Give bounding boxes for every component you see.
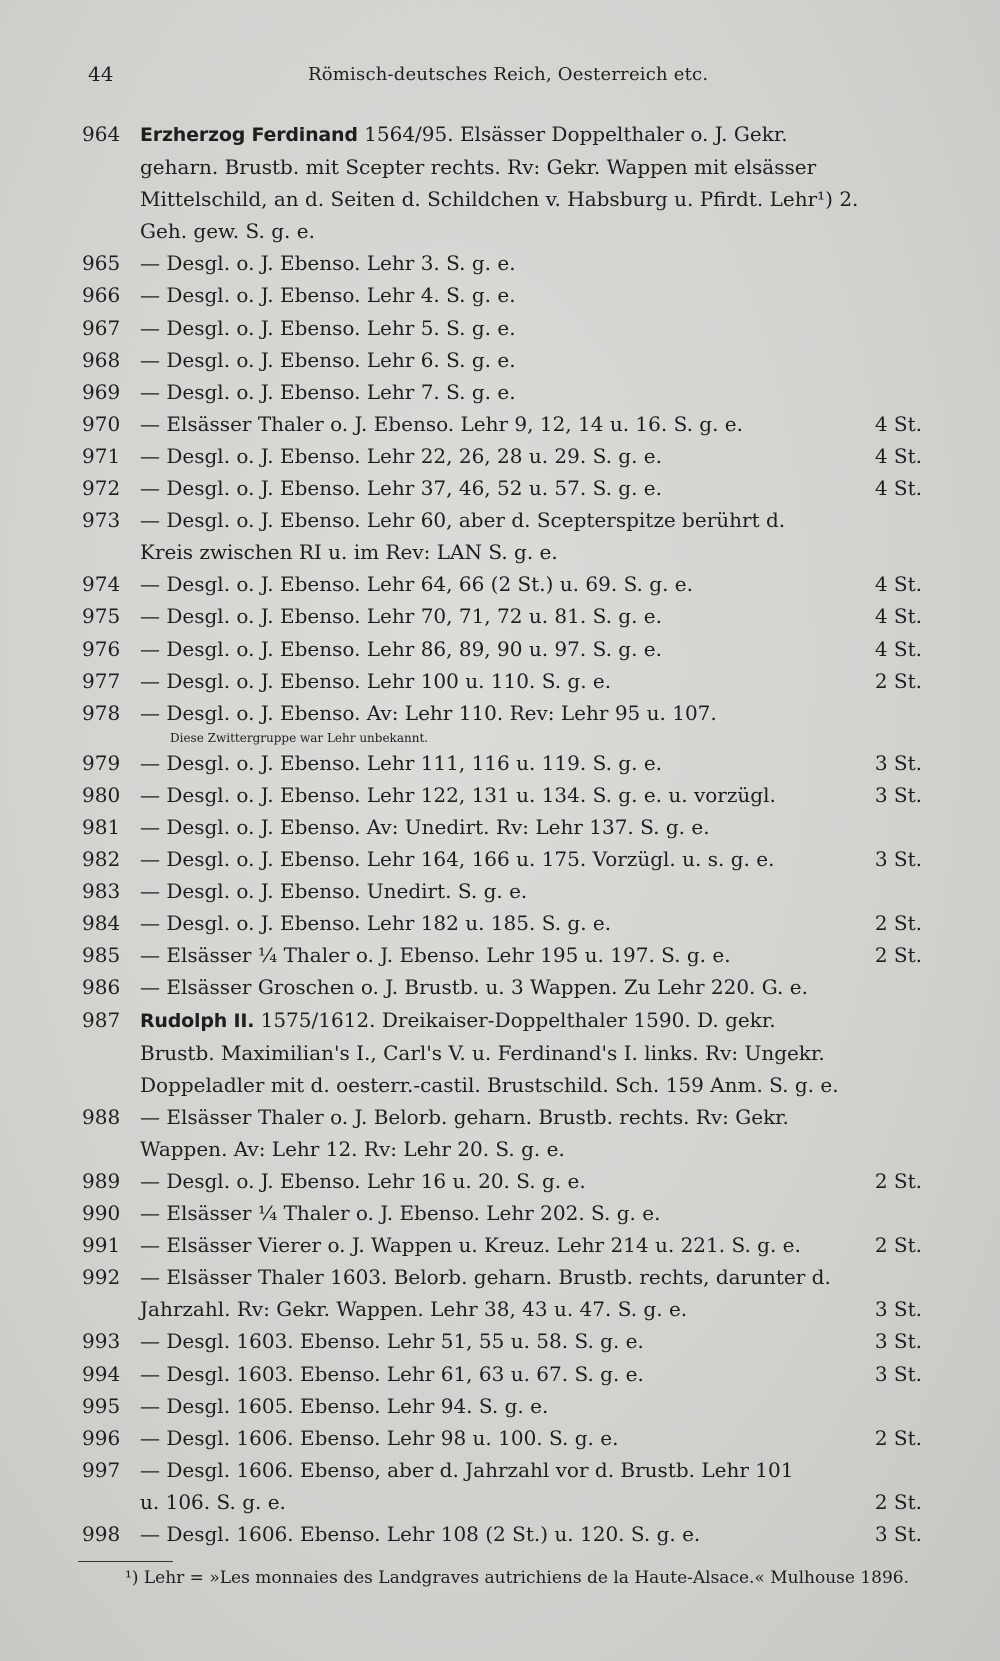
entry-number: 984	[82, 911, 121, 936]
ruler-name: Rudolph II.	[140, 1009, 255, 1032]
entry-number: 979	[82, 750, 121, 775]
entry-line	[82, 1422, 922, 1454]
entry-line	[82, 1325, 922, 1357]
entry-line	[82, 779, 922, 811]
entry-line	[82, 747, 922, 779]
entry-number: 994	[82, 1361, 121, 1386]
entry-number: 986	[82, 975, 121, 1000]
entry-text: — Desgl. o. J. Ebenso. Lehr 60, aber d. Scepterspitze berührt d.	[140, 508, 786, 533]
entry-line	[82, 1037, 922, 1069]
catalogue-entry	[82, 568, 922, 600]
entry-text: — Elsässer ¼ Thaler o. J. Ebenso. Lehr 195 u. 197. S. g. e.	[140, 943, 731, 968]
entry-number: 976	[82, 636, 121, 661]
entry-text: — Desgl. o. J. Ebenso. Lehr 22, 26, 28 u. 29. S. g. e.	[140, 443, 663, 468]
entry-number: 968	[82, 347, 121, 372]
entry-number: 970	[82, 411, 121, 436]
piece-count: 4 St.	[874, 443, 922, 468]
entry-number: 995	[82, 1393, 121, 1418]
entry-line	[82, 312, 922, 344]
catalogue-entry	[82, 1101, 922, 1165]
entry-number: 971	[82, 443, 121, 468]
catalogue-entry	[82, 408, 922, 440]
entry-text: — Desgl. o. J. Ebenso. Lehr 4. S. g. e.	[140, 283, 516, 308]
entry-line	[82, 440, 922, 472]
entry-text: — Desgl. 1603. Ebenso. Lehr 61, 63 u. 67. S. g. e.	[140, 1361, 644, 1386]
entry-number: 966	[82, 283, 121, 308]
entry-text: — Desgl. o. J. Ebenso. Lehr 100 u. 110. S. g. e.	[140, 668, 612, 693]
piece-count: 4 St.	[874, 604, 922, 629]
page-number: 44	[88, 62, 114, 86]
entry-number: 965	[82, 251, 121, 276]
footnote-divider	[78, 1561, 173, 1562]
entry-number: 991	[82, 1233, 121, 1258]
entry-text: — Desgl. o. J. Ebenso. Lehr 70, 71, 72 u. 81. S. g. e.	[140, 604, 663, 629]
entry-text: 1575/1612. Dreikaiser-Doppelthaler 1590. D. gekr.	[260, 1007, 776, 1032]
entry-number: 987	[82, 1007, 121, 1032]
entry-text: Kreis zwischen RI u. im Rev: LAN S. g. e.	[140, 540, 558, 565]
piece-count: 4 St.	[874, 636, 922, 661]
entry-line	[82, 1454, 922, 1486]
entry-line	[82, 279, 922, 311]
entry-text: geharn. Brustb. mit Scepter rechts. Rv: Gekr. Wappen mit elsässer	[140, 155, 817, 180]
entry-line	[82, 376, 922, 408]
piece-count: 2 St.	[874, 1169, 922, 1193]
entry-number: 974	[82, 572, 121, 597]
entry-line	[82, 1518, 922, 1550]
catalogue-entry	[82, 1004, 922, 1101]
entry-number: 998	[82, 1522, 121, 1547]
catalogue-entry	[82, 312, 922, 344]
entry-number: 988	[82, 1104, 121, 1129]
entry-line	[82, 1165, 922, 1197]
entry-line	[82, 183, 922, 215]
entry-text: — Desgl. o. J. Ebenso. Lehr 164, 166 u. 175. Vorzügl. u. s. g. e.	[140, 847, 775, 872]
piece-count: 3 St.	[874, 782, 922, 807]
entry-line	[82, 408, 922, 440]
catalogue-entry	[82, 1454, 922, 1518]
catalogue-entry	[82, 747, 922, 779]
entry-line	[82, 344, 922, 376]
piece-count: 2 St.	[874, 668, 922, 693]
catalogue-entry	[82, 1261, 922, 1325]
entry-line	[82, 1229, 922, 1261]
entry-text: — Desgl. 1606. Ebenso. Lehr 108 (2 St.) u. 120. S. g. e.	[140, 1522, 701, 1547]
entry-number: 967	[82, 315, 121, 340]
piece-count: 3 St.	[874, 847, 922, 872]
entry-number: 977	[82, 668, 121, 693]
running-title: Römisch-deutsches Reich, Oesterreich etc.	[308, 64, 709, 85]
entry-line	[82, 118, 922, 151]
entry-line	[82, 875, 922, 907]
entry-line	[82, 568, 922, 600]
entry-text: — Desgl. o. J. Ebenso. Av: Lehr 110. Rev: Lehr 95 u. 107.	[140, 700, 717, 725]
piece-count: 4 St.	[874, 411, 922, 436]
catalogue-entry	[82, 875, 922, 907]
entry-line	[82, 1004, 922, 1037]
entry-number: 980	[82, 782, 121, 807]
entry-text: — Desgl. 1606. Ebenso, aber d. Jahrzahl vor d. Brustb. Lehr 101	[140, 1457, 794, 1482]
entry-text: — Desgl. o. J. Ebenso. Lehr 3. S. g. e.	[140, 251, 516, 276]
entry-text: — Elsässer Thaler o. J. Ebenso. Lehr 9, 12, 14 u. 16. S. g. e.	[140, 411, 743, 436]
entry-number: 972	[82, 476, 121, 501]
entry-text: — Desgl. 1605. Ebenso. Lehr 94. S. g. e.	[140, 1393, 549, 1418]
entry-line	[82, 504, 922, 536]
entry-text: — Desgl. o. J. Ebenso. Lehr 182 u. 185. S. g. e.	[140, 911, 612, 936]
entry-text: — Desgl. o. J. Ebenso. Lehr 7. S. g. e.	[140, 379, 516, 404]
entry-line	[82, 1390, 922, 1422]
piece-count: 2 St.	[874, 1489, 922, 1514]
entry-text: Brustb. Maximilian's I., Carl's V. u. Ferdinand's I. links. Rv: Ungekr.	[140, 1040, 825, 1065]
entry-line	[82, 971, 922, 1003]
catalogue-entry	[82, 1325, 922, 1357]
entry-line	[82, 247, 922, 279]
catalogue-entry	[82, 1390, 922, 1422]
entry-line	[82, 843, 922, 875]
entry-number: 969	[82, 379, 121, 404]
piece-count: 3 St.	[874, 1329, 922, 1354]
entry-text: — Elsässer ¼ Thaler o. J. Ebenso. Lehr 202. S. g. e.	[140, 1201, 661, 1226]
entry-text: — Desgl. o. J. Ebenso. Lehr 122, 131 u. 134. S. g. e. u. vorzügl.	[140, 782, 776, 807]
catalogue-entry	[82, 1197, 922, 1229]
catalogue-entry	[82, 600, 922, 632]
entry-text: 1564/95. Elsässer Doppelthaler o. J. Gekr.	[364, 122, 788, 146]
entry-text: — Desgl. o. J. Ebenso. Lehr 5. S. g. e.	[140, 315, 516, 340]
entry-line	[82, 811, 922, 843]
entry-text: — Desgl. o. J. Ebenso. Lehr 6. S. g. e.	[140, 347, 516, 372]
catalogue-entry	[82, 811, 922, 843]
entry-line	[82, 536, 922, 568]
entry-number: 982	[82, 847, 121, 872]
catalogue-entry	[82, 907, 922, 939]
entry-number: 964	[82, 122, 121, 146]
entry-number: 973	[82, 508, 121, 533]
entry-text: — Elsässer Thaler o. J. Belorb. geharn. Brustb. rechts. Rv: Gekr.	[140, 1104, 789, 1129]
entry-text: Wappen. Av: Lehr 12. Rv: Lehr 20. S. g. e.	[140, 1136, 565, 1161]
catalogue-entry	[82, 1165, 922, 1197]
catalogue-entry	[82, 376, 922, 408]
entry-text: — Desgl. o. J. Ebenso. Lehr 86, 89, 90 u. 97. S. g. e.	[140, 636, 663, 661]
entry-text: u. 106. S. g. e.	[140, 1489, 286, 1514]
entry-line	[82, 665, 922, 697]
entry-text: — Elsässer Vierer o. J. Wappen u. Kreuz. Lehr 214 u. 221. S. g. e.	[140, 1233, 801, 1258]
entry-text: — Desgl. 1603. Ebenso. Lehr 51, 55 u. 58. S. g. e.	[140, 1329, 644, 1354]
entry-line	[82, 472, 922, 504]
entry-line	[82, 215, 922, 247]
entry-line	[82, 1197, 922, 1229]
piece-count: 4 St.	[874, 476, 922, 501]
entry-line	[82, 697, 922, 729]
catalogue-entry	[82, 472, 922, 504]
catalogue-entry	[82, 1229, 922, 1261]
catalogue-entry	[82, 1518, 922, 1550]
entry-line	[82, 907, 922, 939]
catalogue-entry	[82, 843, 922, 875]
piece-count: 3 St.	[874, 750, 922, 775]
catalogue-entries	[82, 118, 922, 1550]
catalogue-entry	[82, 971, 922, 1003]
entry-text: — Elsässer Thaler 1603. Belorb. geharn. Brustb. rechts, darunter d.	[140, 1265, 831, 1290]
entry-line	[82, 1486, 922, 1518]
entry-number: 993	[82, 1329, 121, 1354]
entry-text: — Desgl. o. J. Ebenso. Lehr 111, 116 u. 119. S. g. e.	[140, 750, 663, 775]
piece-count: 2 St.	[874, 1233, 922, 1258]
entry-text: Mittelschild, an d. Seiten d. Schildchen v. Habsburg u. Pfirdt. Lehr¹) 2.	[140, 187, 859, 212]
ruler-name: Erzherzog Ferdinand	[140, 124, 358, 146]
entry-number: 983	[82, 879, 121, 904]
catalogue-entry	[82, 247, 922, 279]
entry-number: 990	[82, 1201, 121, 1226]
catalogue-entry	[82, 697, 922, 747]
entry-line	[82, 1358, 922, 1390]
entry-line	[82, 1069, 922, 1101]
entry-line	[82, 600, 922, 632]
piece-count: 3 St.	[874, 1522, 922, 1547]
entry-line	[82, 1293, 922, 1325]
entry-number: 989	[82, 1169, 121, 1193]
entry-text: — Desgl. o. J. Ebenso. Lehr 37, 46, 52 u. 57. S. g. e.	[140, 476, 663, 501]
entry-number: 975	[82, 604, 121, 629]
entry-number: 992	[82, 1265, 121, 1290]
entry-text: — Desgl. o. J. Ebenso. Unedirt. S. g. e.	[140, 879, 528, 904]
footnote: ¹) Lehr = »Les monnaies des Landgraves autrichiens de la Haute-Alsace.« Mulhouse 1896.	[125, 1568, 910, 1588]
entry-text: — Desgl. o. J. Ebenso. Lehr 16 u. 20. S. g. e.	[140, 1169, 586, 1193]
entry-number: 978	[82, 700, 121, 725]
piece-count: 2 St.	[874, 911, 922, 936]
entry-text: — Desgl. o. J. Ebenso. Lehr 64, 66 (2 St.) u. 69. S. g. e.	[140, 572, 693, 597]
catalogue-entry	[82, 440, 922, 472]
piece-count: 3 St.	[874, 1297, 922, 1322]
piece-count: 4 St.	[874, 572, 922, 597]
entry-text: Geh. gew. S. g. e.	[140, 219, 315, 244]
piece-count: 2 St.	[874, 1425, 922, 1450]
piece-count: 2 St.	[874, 943, 922, 968]
catalogue-entry	[82, 118, 922, 247]
entry-text: Jahrzahl. Rv: Gekr. Wappen. Lehr 38, 43 u. 47. S. g. e.	[140, 1297, 688, 1322]
entry-number: 997	[82, 1457, 121, 1482]
entry-number: 985	[82, 943, 121, 968]
catalogue-entry	[82, 633, 922, 665]
catalogue-entry	[82, 939, 922, 971]
entry-line	[82, 939, 922, 971]
entry-line	[82, 1101, 922, 1133]
catalogue-entry	[82, 779, 922, 811]
entry-number: 981	[82, 814, 121, 839]
entry-number: 996	[82, 1425, 121, 1450]
catalogue-entry	[82, 665, 922, 697]
entry-text: — Desgl. 1606. Ebenso. Lehr 98 u. 100. S. g. e.	[140, 1425, 619, 1450]
piece-count: 3 St.	[874, 1361, 922, 1386]
entry-line	[82, 633, 922, 665]
catalogue-entry	[82, 1358, 922, 1390]
entry-note: Diese Zwittergruppe war Lehr unbekannt.	[170, 730, 429, 745]
entry-line	[82, 151, 922, 183]
catalogue-entry	[82, 1422, 922, 1454]
entry-text: — Desgl. o. J. Ebenso. Av: Unedirt. Rv: Lehr 137. S. g. e.	[140, 814, 710, 839]
entry-line	[82, 1261, 922, 1293]
page-header	[88, 62, 938, 92]
entry-line	[82, 1133, 922, 1165]
catalogue-entry	[82, 279, 922, 311]
entry-text: — Elsässer Groschen o. J. Brustb. u. 3 Wappen. Zu Lehr 220. G. e.	[140, 975, 808, 1000]
catalogue-entry	[82, 344, 922, 376]
entry-text: Doppeladler mit d. oesterr.-castil. Brustschild. Sch. 159 Anm. S. g. e.	[140, 1072, 839, 1097]
catalogue-entry	[82, 504, 922, 568]
